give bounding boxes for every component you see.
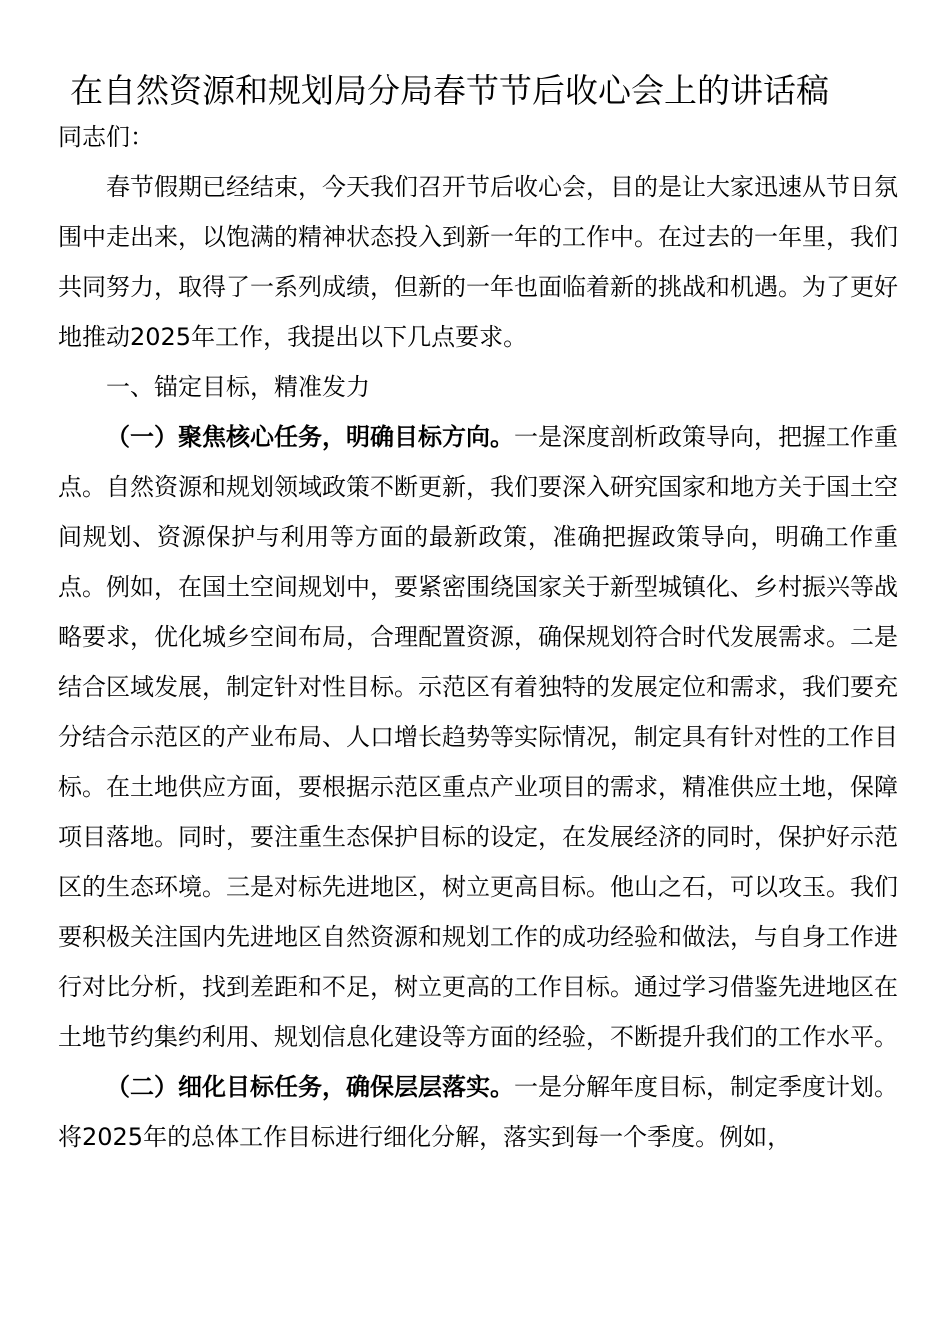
subsection-1-heading: （一）聚焦核心任务，明确目标方向。 <box>106 423 514 451</box>
intro-paragraph: 春节假期已经结束，今天我们召开节后收心会，目的是让大家迅速从节日氛围中走出来，以饱满的精神状态投入到新一年的工作中。在过去的一年里，我们共同努力，取得了一系列成绩，但新的一年也面临着新的挑战和机遇。为了更好地推动2025年工作，我提出以下几点要求。 <box>58 173 898 351</box>
subsection-2-paragraph <box>58 1062 898 1162</box>
subsection-1-body: 一是深度剖析政策导向，把握工作重点。自然资源和规划领域政策不断更新，我们要深入研究国家和地方关于国土空间规划、资源保护与利用等方面的最新政策，准确把握政策导向，明确工作重点。例如，在国土空间规划中，要紧密围绕国家关于新型城镇化、乡村振兴等战略要求，优化城乡空间布局，合理配置资源，确保规划符合时代发展需求。二是结合区域发展，制定针对性目标。示范区有着独特的发展定位和需求，我们要充分结合示范区的产业布局、人口增长趋势等实际情况，制定具有针对性的工作目标。在土地供应方面，要根据示范区重点产业项目的需求，精准供应土地，保障项目落地。同时，要注重生态保护目标的设定，在发展经济的同时，保护好示范区的生态环境。三是对标先进地区，树立更高目标。他山之石，可以攻玉。我们要积极关注国内先进地区自然资源和规划工作的成功经验和做法，与自身工作进行对比分析，找到差距和不足，树立更高的工作目标。通过学习借鉴先进地区在土地节约集约利用、规划信息化建设等方面的经验，不断提升我们的工作水平。 <box>58 423 898 1051</box>
section-heading-1: 一、锚定目标，精准发力 <box>106 373 370 401</box>
subsection-1-paragraph <box>58 412 898 1062</box>
document-title: 在自然资源和规划局分局春节节后收心会上的讲话稿 <box>70 71 829 110</box>
document-page <box>58 68 898 1162</box>
subsection-2-heading: （二）细化目标任务，确保层层落实。 <box>106 1073 514 1101</box>
subsection-2-body: 一是分解年度目标，制定季度计划。将2025年的总体工作目标进行细化分解，落实到每一个季度。例如， <box>58 1073 898 1151</box>
greeting: 同志们： <box>58 123 154 151</box>
